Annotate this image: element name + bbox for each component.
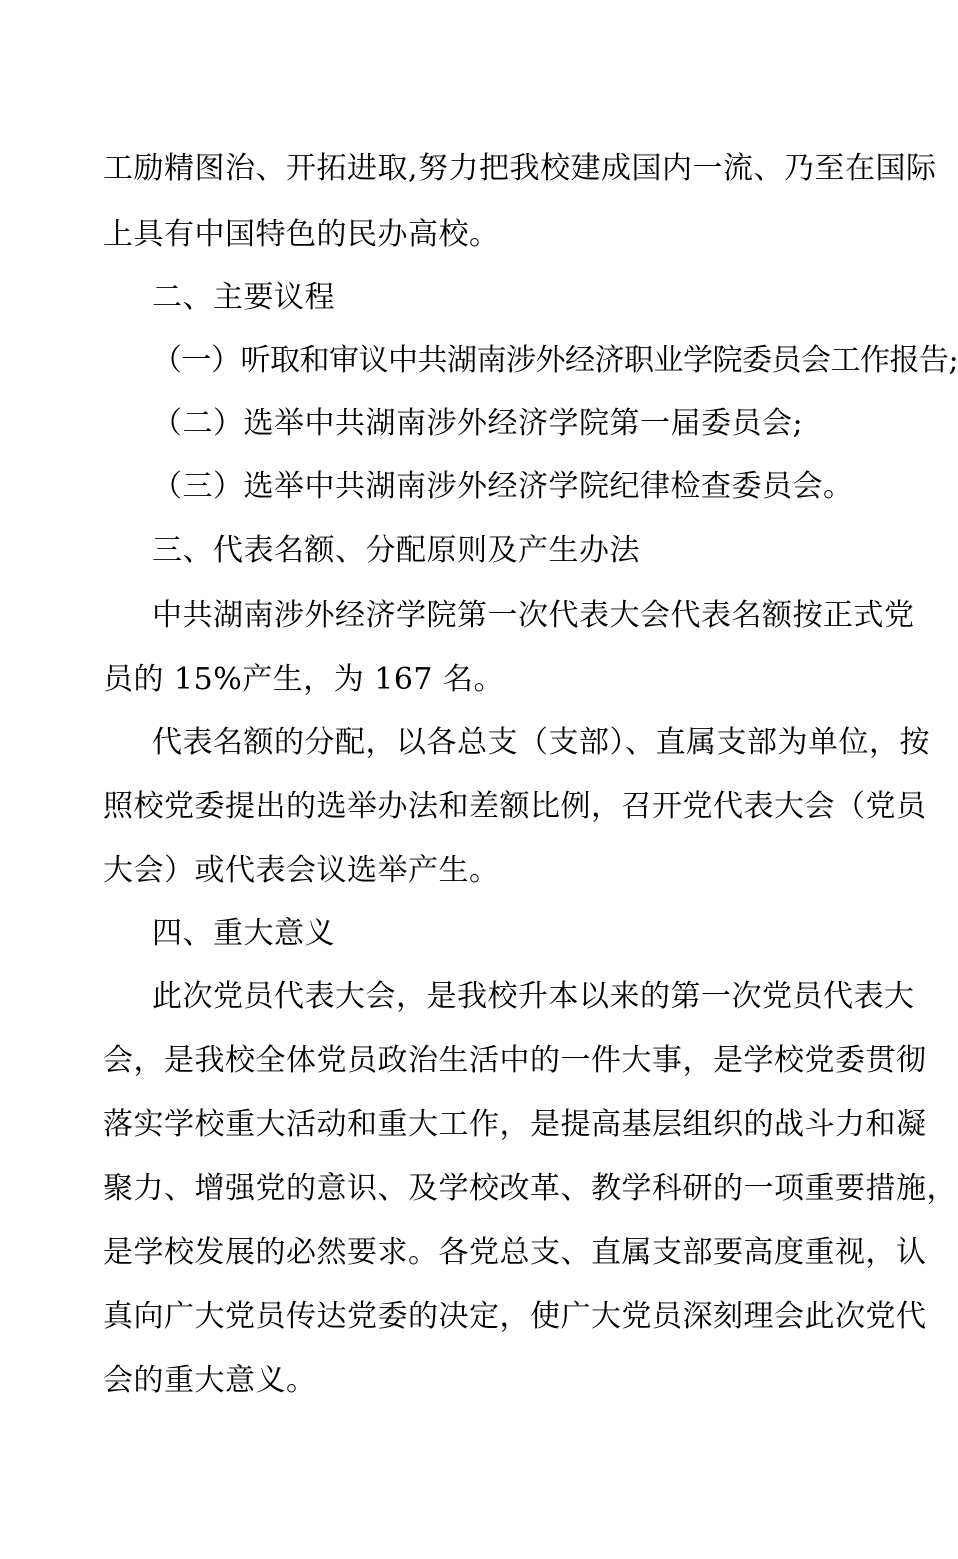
- section-heading-significance: 四、重大意义: [152, 916, 335, 951]
- paragraph-line: 中共湖南涉外经济学院第一次代表大会代表名额按正式党: [152, 598, 915, 633]
- section-heading-quota: 三、代表名额、分配原则及产生办法: [152, 533, 640, 568]
- agenda-item-1: （一）听取和审议中共湖南涉外经济职业学院委员会工作报告;: [152, 343, 958, 378]
- paragraph-line: 会的重大意义。: [103, 1363, 317, 1398]
- paragraph-line: 此次党员代表大会，是我校升本以来的第一次党员代表大: [152, 979, 915, 1014]
- paragraph-line: 会，是我校全体党员政治生活中的一件大事，是学校党委贯彻: [103, 1043, 927, 1078]
- paragraph-line: 落实学校重大活动和重大工作，是提高基层组织的战斗力和凝: [103, 1107, 927, 1142]
- paragraph-line: 真向广大党员传达党委的决定，使广大党员深刻理会此次党代: [103, 1299, 927, 1334]
- paragraph-line: 上具有中国特色的民办高校。: [103, 217, 500, 252]
- paragraph-line: 大会）或代表会议选举产生。: [103, 853, 500, 888]
- paragraph-line: 聚力、增强党的意识、及学校改革、教学科研的一项重要措施，: [103, 1171, 957, 1206]
- paragraph-line: 员的 15%产生，为 167 名。: [103, 662, 505, 697]
- paragraph-line: 是学校发展的必然要求。各党总支、直属支部要高度重视，认: [103, 1235, 927, 1270]
- section-heading-agenda: 二、主要议程: [152, 280, 335, 315]
- paragraph-line: 代表名额的分配，以各总支（支部）、直属支部为单位，按: [152, 725, 930, 760]
- agenda-item-2: （二）选举中共湖南涉外经济学院第一届委员会;: [152, 406, 804, 441]
- paragraph-line: 工励精图治、开拓进取,努力把我校建成国内一流、乃至在国际: [103, 151, 937, 186]
- agenda-item-3: （三）选举中共湖南涉外经济学院纪律检查委员会。: [152, 469, 854, 504]
- paragraph-line: 照校党委提出的选举办法和差额比例，召开党代表大会（党员: [103, 789, 927, 824]
